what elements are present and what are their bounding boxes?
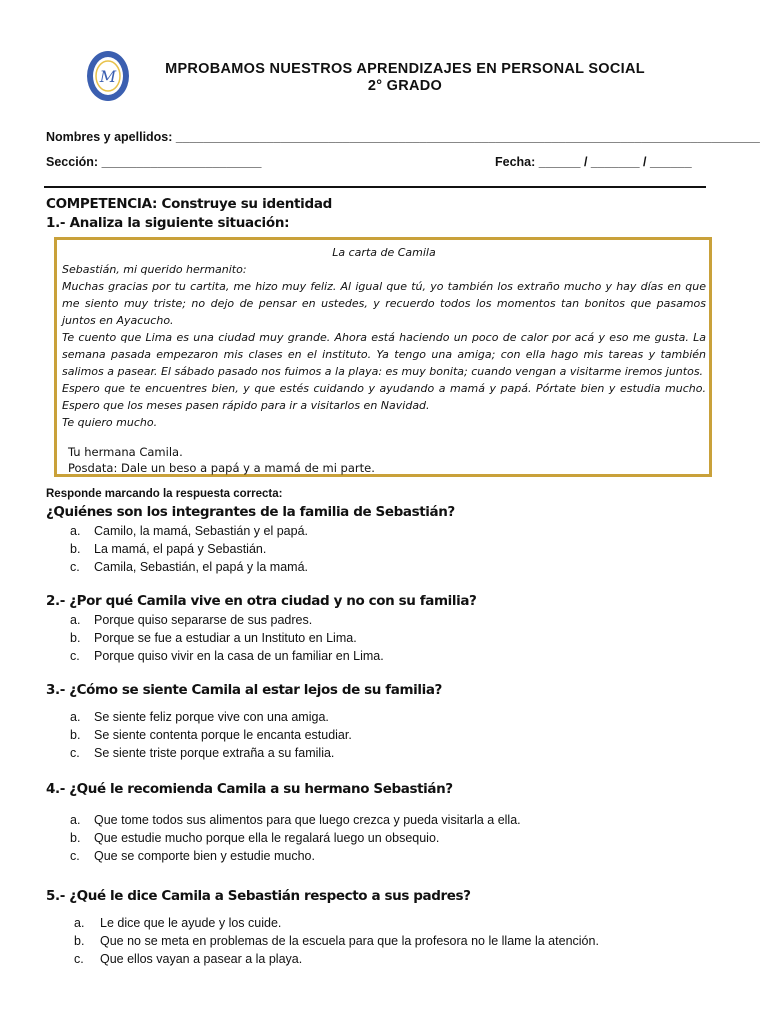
- option-text: Se siente feliz porque vive con una amiga.: [94, 710, 329, 724]
- answer-option-c[interactable]: [70, 647, 736, 665]
- letter-signature-block: [68, 444, 375, 476]
- letter-closing: Te quiero mucho.: [62, 416, 158, 429]
- letter-signature: Tu hermana Camila.: [68, 445, 183, 459]
- names-label: Nombres y apellidos:: [46, 130, 173, 144]
- section-blank: _______________________: [101, 155, 262, 169]
- answer-option-b[interactable]: [70, 629, 736, 647]
- option-marker: c.: [70, 649, 80, 663]
- option-text: Que no se meta en problemas de la escuela para que la profesora no le llame la atención.: [100, 934, 599, 948]
- answer-option-c[interactable]: [74, 950, 746, 968]
- option-text: Que tome todos sus alimentos para que luego crezca y pueda visitarla a ella.: [94, 813, 521, 827]
- date-label: Fecha:: [495, 155, 536, 169]
- date-field[interactable]: [495, 155, 692, 169]
- letter-postscript: Posdata: Dale un beso a papá y a mamá de mi parte.: [68, 461, 375, 475]
- question-block-4: [46, 781, 736, 865]
- answer-option-c[interactable]: [70, 847, 736, 865]
- option-marker: a.: [70, 710, 81, 724]
- page-title: MPROBAMOS NUESTROS APRENDIZAJES EN PERSONAL SOCIAL: [165, 61, 645, 77]
- competencia-heading: COMPETENCIA: Construye su identidad: [46, 196, 333, 212]
- option-text: Porque quiso separarse de sus padres.: [94, 613, 313, 627]
- option-marker: a.: [70, 613, 81, 627]
- letter-paragraph-1: Muchas gracias por tu cartita, me hizo muy feliz. Al igual que tú, yo también los extraño mucho y hay días en que me siento muy triste; no dejo de pensar en ustedes, y recuerdo todos los momentos tan bonitos que pasamos juntos en Ayacucho.: [62, 280, 706, 327]
- answer-option-c[interactable]: [70, 558, 736, 576]
- option-marker: a.: [70, 524, 81, 538]
- option-text: Se siente contenta porque le encanta estudiar.: [94, 728, 352, 742]
- option-marker: c.: [70, 746, 80, 760]
- section-label: Sección:: [46, 155, 99, 169]
- option-marker: a.: [74, 916, 85, 930]
- option-text: Camila, Sebastián, el papá y la mamá.: [94, 560, 308, 574]
- instructions-text: Responde marcando la respuesta correcta:: [46, 488, 283, 500]
- option-text: Le dice que le ayude y los cuide.: [100, 916, 282, 930]
- option-text: Camilo, la mamá, Sebastián y el papá.: [94, 524, 308, 538]
- option-text: Porque se fue a estudiar a un Instituto en Lima.: [94, 631, 357, 645]
- option-text: Que ellos vayan a pasear a la playa.: [100, 952, 303, 966]
- letter-greeting: Sebastián, mi querido hermanito:: [62, 263, 247, 276]
- question-text: 2.- ¿Por qué Camila vive en otra ciudad y no con su familia?: [46, 593, 477, 609]
- answer-options: [70, 811, 736, 865]
- option-marker: c.: [74, 952, 84, 966]
- answer-option-a[interactable]: [70, 811, 736, 829]
- option-marker: c.: [70, 560, 80, 574]
- grade-subtitle: 2° GRADO: [367, 78, 443, 94]
- answer-option-a[interactable]: [70, 522, 736, 540]
- letter-content: [62, 244, 706, 431]
- question-text: ¿Quiénes son los integrantes de la familia de Sebastián?: [46, 504, 455, 520]
- option-text: Se siente triste porque extraña a su familia.: [94, 746, 335, 760]
- letter-title: La carta de Camila: [332, 246, 436, 259]
- option-marker: a.: [70, 813, 81, 827]
- option-marker: b.: [70, 831, 81, 845]
- section-field[interactable]: [46, 155, 262, 169]
- letter-paragraph-3: Espero que te encuentres bien, y que estés cuidando y ayudando a mamá y papá. Pórtate bien y estudia mucho. Espero que los meses pasen rápido para ir a visitarlos en Navidad.: [62, 382, 706, 412]
- question-text: 5.- ¿Qué le dice Camila a Sebastián respecto a sus padres?: [46, 888, 471, 904]
- option-marker: b.: [70, 728, 81, 742]
- option-marker: c.: [70, 849, 80, 863]
- option-text: La mamá, el papá y Sebastián.: [94, 542, 267, 556]
- question-1-heading: 1.- Analiza la siguiente situación:: [46, 215, 290, 231]
- answer-option-a[interactable]: [70, 708, 736, 726]
- answer-options: [70, 611, 736, 665]
- question-block-2: [46, 593, 736, 665]
- option-text: Que se comporte bien y estudie mucho.: [94, 849, 315, 863]
- question-text: 4.- ¿Qué le recomienda Camila a su hermano Sebastián?: [46, 781, 453, 797]
- divider-line: [44, 186, 706, 188]
- answer-options: [70, 522, 736, 576]
- letter-paragraph-2: Te cuento que Lima es una ciudad muy grande. Ahora está haciendo un poco de calor por acá y eso me gusta. La semana pasada empezaron mis clases en el instituto. Ya tengo una amiga; con ella hago mis tareas y también salimos a pasear. El sábado pasado nos fuimos a la playa: es muy bonita; cuando vengan a visitarme iremos juntos.: [62, 331, 706, 378]
- names-blank: ____________________________________________________________________________________: [175, 130, 760, 144]
- answer-options: [74, 914, 746, 968]
- option-text: Porque quiso vivir en la casa de un familiar en Lima.: [94, 649, 384, 663]
- question-block-1: [46, 504, 736, 576]
- answer-options: [70, 708, 736, 762]
- answer-option-b[interactable]: [74, 932, 746, 950]
- question-text: 3.- ¿Cómo se siente Camila al estar lejos de su familia?: [46, 682, 442, 698]
- answer-option-c[interactable]: [70, 744, 736, 762]
- answer-option-a[interactable]: [70, 611, 736, 629]
- option-marker: b.: [70, 542, 81, 556]
- answer-option-a[interactable]: [74, 914, 746, 932]
- answer-option-b[interactable]: [70, 829, 736, 847]
- question-block-5: [46, 888, 746, 968]
- svg-text:M: M: [99, 67, 117, 86]
- question-block-3: [46, 682, 736, 762]
- answer-option-b[interactable]: [70, 540, 736, 558]
- option-marker: b.: [74, 934, 85, 948]
- option-marker: b.: [70, 631, 81, 645]
- names-field[interactable]: [46, 130, 760, 144]
- option-text: Que estudie mucho porque ella le regalará luego un obsequio.: [94, 831, 440, 845]
- answer-option-b[interactable]: [70, 726, 736, 744]
- date-blank: ______ / _______ / ______: [538, 155, 692, 169]
